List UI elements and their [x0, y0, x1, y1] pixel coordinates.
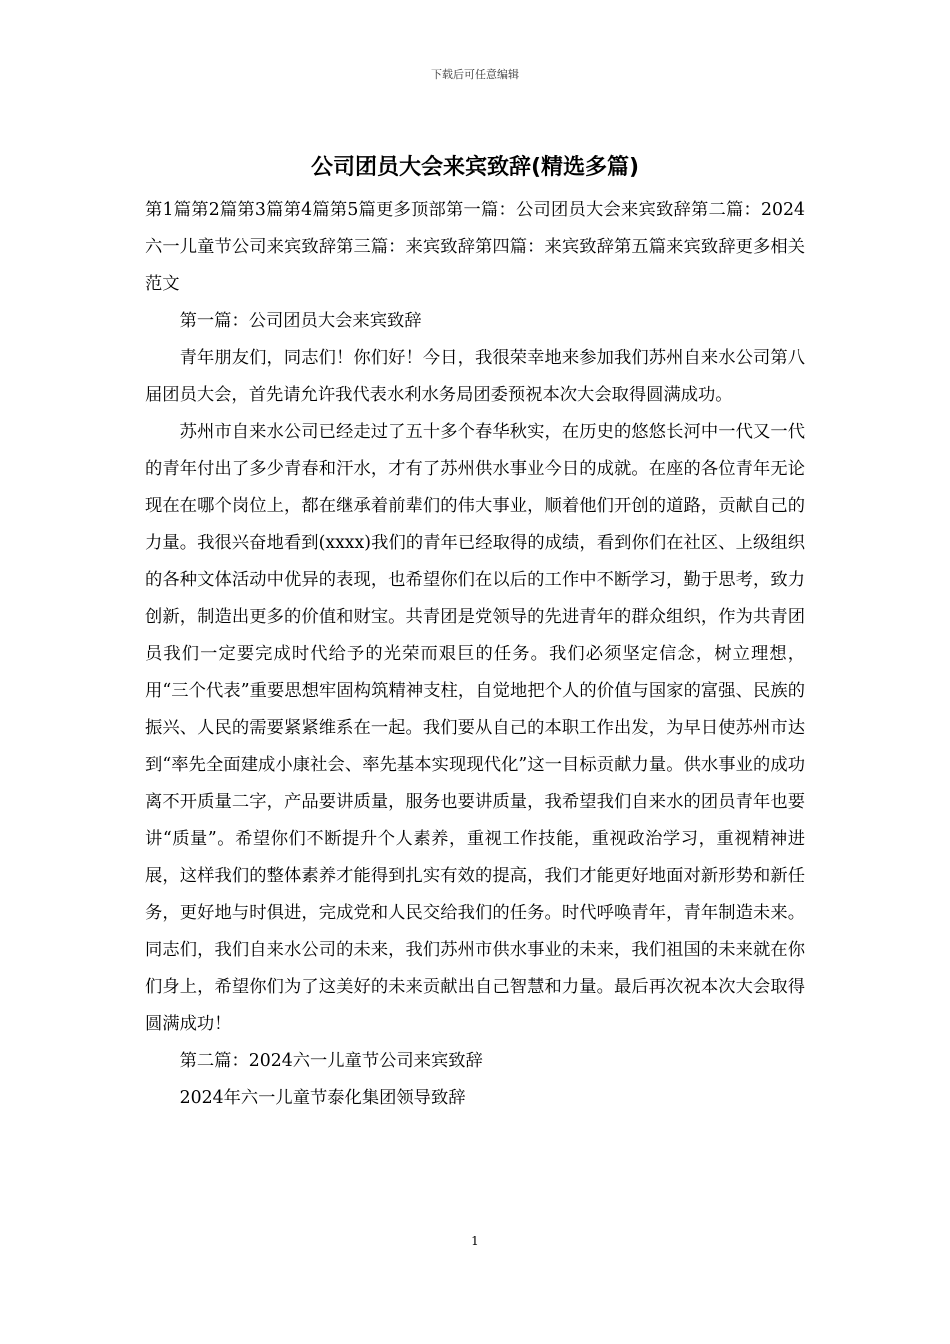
body-paragraph: 青年朋友们，同志们！你们好！今日，我很荣幸地来参加我们苏州自来水公司第八届团员大会，首先请允许我代表水利水务局团委预祝本次大会取得圆满成功。: [145, 348, 805, 405]
section-heading-2: 第二篇：2024六一儿童节公司来宾致辞: [179, 1051, 483, 1071]
page-header-note: 下载后可任意编辑: [431, 68, 519, 81]
body-paragraph: 苏州市自来水公司已经走过了五十多个春华秋实，在历史的悠悠长河中一代又一代的青年付出了多少青春和汗水，才有了苏州供水事业今日的成就。在座的各位青年无论现在在哪个岗位上，都在继承着前辈们的伟大事业，顺着他们开创的道路，贡献自己的力量。我很兴奋地看到(xxxx)我们的青年已经取得的成绩，看到你们在社区、上级组织的各种文体活动中优异的表现，也希望你们在以后的工作中不断学习，勤于思考，致力创新，制造出更多的价值和财宝。共青团是党领导的先进青年的群众组织，作为共青团员我们一定要完成时代给予的光荣而艰巨的任务。我们必须坚定信念，树立理想，用“三个代表”重要思想牢固构筑精神支柱，自觉地把个人的价值与国家的富强、民族的振兴、人民的需要紧紧维系在一起。我们要从自己的本职工作出发，为早日使苏州市达到“率先全面建成小康社会、率先基本实现现代化”这一目标贡献力量。供水事业的成功离不开质量二字，产品要讲质量，服务也要讲质量，我希望我们自来水的团员青年也要讲“质量”。希望你们不断提升个人素养，重视工作技能，重视政治学习，重视精神进展，这样我们的整体素养才能得到扎实有效的提高，我们才能更好地面对新形势和新任务，更好地与时俱进，完成党和人民交给我们的任务。时代呼唤青年，青年制造未来。同志们，我们自来水公司的未来，我们苏州市供水事业的未来，我们祖国的未来就在你们身上，希望你们为了这美好的未来贡献出自己智慧和力量。最后再次祝本次大会取得圆满成功！: [145, 422, 805, 1034]
toc-paragraph: 第1篇第2篇第3篇第4篇第5篇更多顶部第一篇：公司团员大会来宾致辞第二篇：2024六一儿童节公司来宾致辞第三篇：来宾致辞第四篇：来宾致辞第五篇来宾致辞更多相关范文: [145, 200, 805, 294]
body-paragraph: 2024年六一儿童节泰化集团领导致辞: [179, 1088, 466, 1108]
section-heading-1: 第一篇：公司团员大会来宾致辞: [179, 311, 422, 331]
document-title: 公司团员大会来宾致辞(精选多篇): [310, 155, 640, 180]
document-body: [145, 192, 805, 1117]
page-number: 1: [471, 1234, 479, 1248]
